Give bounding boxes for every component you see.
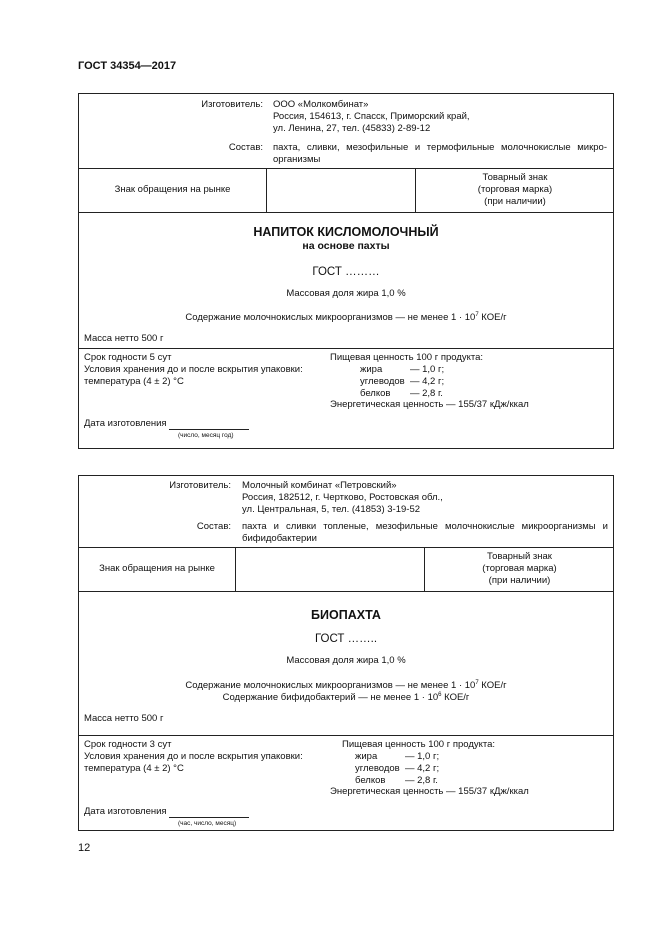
date-format-hint: (число, месяц год) xyxy=(178,432,234,439)
page-header: ГОСТ 34354—2017 xyxy=(78,60,177,72)
divider xyxy=(78,591,614,592)
nutrient-name: жира xyxy=(355,751,378,762)
circulation-mark-text: Знак обращения на рынке xyxy=(99,563,215,574)
product-name: НАПИТОК КИСЛОМОЛОЧНЫЙ xyxy=(253,225,439,239)
gost-line: ГОСТ ……… xyxy=(312,266,380,278)
nutrient-value: — 1,0 г; xyxy=(405,751,440,762)
net-weight: Масса нетто 500 г xyxy=(84,713,164,724)
trademark-line: (при наличии) xyxy=(488,575,551,586)
gost-line: ГОСТ …….. xyxy=(314,633,378,645)
fat-content: Массовая доля жира 1,0 % xyxy=(286,288,406,299)
trademark-line: (при наличии) xyxy=(484,196,546,207)
nutrition-title: Пищевая ценность 100 г продукта: xyxy=(342,739,496,750)
nutrient-value: — 4,2 г; xyxy=(405,763,440,774)
nutrient-value: — 4,2 г; xyxy=(410,376,445,387)
manufacturer-label: Изготовитель: xyxy=(201,99,263,110)
date-format-hint: (час, число, месяц) xyxy=(178,820,237,827)
manufacturer-line: Молочный комбинат «Петровский» xyxy=(242,480,397,491)
nutrient-name: углеводов xyxy=(355,763,400,774)
energy-value: Энергетическая ценность — 155/37 кДж/ккал xyxy=(330,399,529,410)
manufacturer-label: Изготовитель: xyxy=(169,480,231,491)
composition-label: Состав: xyxy=(196,521,231,532)
product-name: БИОПАХТА xyxy=(311,608,381,622)
manufacturer-line: Россия, 182512, г. Чертково, Ростовская обл., xyxy=(242,492,443,503)
nutrient-name: белков xyxy=(360,388,391,399)
energy-value: Энергетическая ценность — 155/37 кДж/ккал xyxy=(330,786,529,797)
trademark-line: (торговая марка) xyxy=(482,563,557,574)
nutrient-value: — 2,8 г. xyxy=(405,775,438,786)
fat-content: Массовая доля жира 1,0 % xyxy=(286,655,406,666)
empty-cell xyxy=(266,168,416,212)
divider xyxy=(78,348,614,349)
microorganisms-content: Содержание молочнокислых микроорганизмов — не менее $1 \cdot 10^7$ КОЕ/г xyxy=(185,680,507,692)
divider xyxy=(78,735,614,736)
bifidobacteria-content: Содержание бифидобактерий — не менее $1 \cdot 10^6$ КОЕ/г xyxy=(222,692,470,704)
storage-conditions: Условия хранения до и после вскрытия упаковки: xyxy=(84,364,303,375)
net-weight: Масса нетто 500 г xyxy=(84,333,164,344)
shelf-life: Срок годности 5 сут xyxy=(84,352,172,363)
empty-cell xyxy=(235,547,425,591)
storage-temperature: температура (4 ± 2) °С xyxy=(84,763,184,774)
microorganisms-content: Содержание молочнокислых микроорганизмов — не менее $1 \cdot 10^7$ КОЕ/г xyxy=(185,312,507,324)
composition-text: пахта и сливки топленые, мезофильные молочнокислые микроорганизмы и бифидобактерии xyxy=(242,521,608,544)
storage-conditions: Условия хранения до и после вскрытия упаковки: xyxy=(84,751,303,762)
composition-label: Состав: xyxy=(228,142,263,153)
circulation-mark-text: Знак обращения на рынке xyxy=(114,184,231,195)
page-number: 12 xyxy=(78,842,91,854)
nutrient-value: — 1,0 г; xyxy=(410,364,445,375)
trademark-line: (торговая марка) xyxy=(477,184,553,195)
manufacturer-line: ул. Ленина, 27, тел. (45833) 2-89-12 xyxy=(273,123,431,134)
trademark-line: Товарный знак xyxy=(487,551,552,562)
manufacturer-line: Россия, 154613, г. Спасск, Приморский край, xyxy=(273,111,470,122)
composition-text: пахта, сливки, мезофильные и термофильные молочнокислые микро-организмы xyxy=(273,142,607,165)
production-date: Дата изготовления xyxy=(84,806,249,818)
nutrition-title: Пищевая ценность 100 г продукта: xyxy=(330,352,484,363)
nutrient-name: белков xyxy=(355,775,386,786)
storage-temperature: температура (4 ± 2) °С xyxy=(84,376,184,387)
divider xyxy=(78,212,614,213)
manufacturer-line: ул. Центральная, 5, тел. (41853) 3-19-52 xyxy=(242,504,421,515)
product-subtitle: на основе пахты xyxy=(302,240,390,252)
manufacturer-line: ООО «Молкомбинат» xyxy=(273,99,369,110)
shelf-life: Срок годности 3 сут xyxy=(84,739,172,750)
production-date: Дата изготовления xyxy=(84,418,249,430)
nutrient-name: углеводов xyxy=(360,376,405,387)
trademark-line: Товарный знак xyxy=(482,172,548,183)
nutrient-name: жира xyxy=(360,364,383,375)
nutrient-value: — 2,8 г. xyxy=(410,388,443,399)
